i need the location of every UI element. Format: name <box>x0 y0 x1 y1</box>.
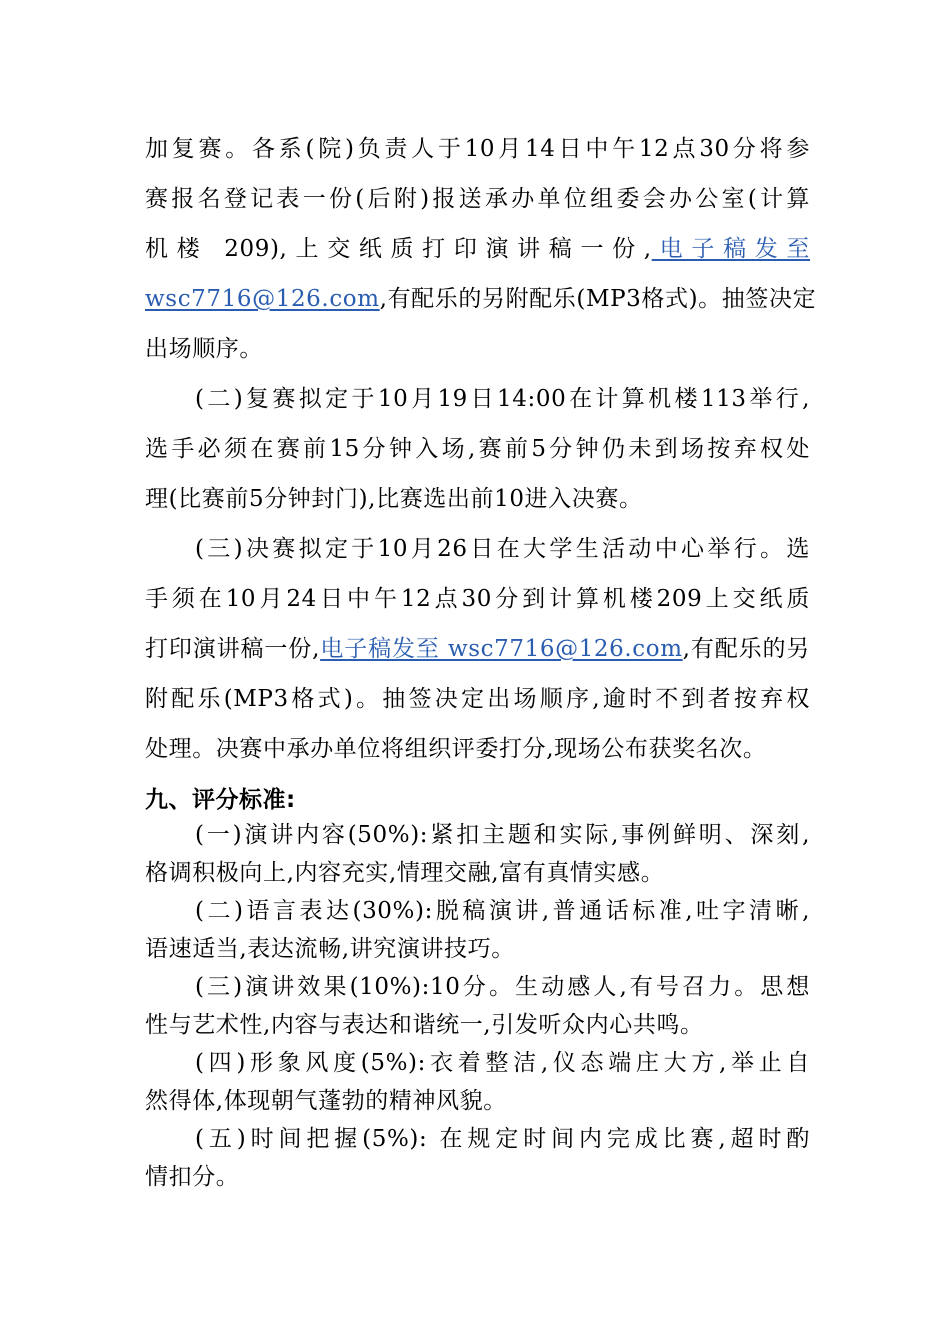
criteria-line: 情扣分。 <box>145 1164 240 1190</box>
paragraph-line: 附配乐(MP3格式)。抽签决定出场顺序,逾时不到者按弃权 <box>145 686 810 712</box>
section-heading: 九、评分标准: <box>145 787 296 813</box>
paragraph-line: (二)复赛拟定于10月19日14:00在计算机楼113举行, <box>195 386 810 412</box>
paragraph-line: (三)决赛拟定于10月26日在大学生活动中心举行。选 <box>195 536 810 562</box>
criteria-line: 格调积极向上,内容充实,情理交融,富有真情实感。 <box>145 860 665 886</box>
paragraph-line <box>145 634 810 664</box>
paragraph-line <box>145 284 817 314</box>
paragraph-line: 理(比赛前5分钟封门),比赛选出前10进入决赛。 <box>145 486 643 512</box>
paragraph-line: 选手必须在赛前15分钟入场,赛前5分钟仍未到场按弃权处 <box>145 436 810 462</box>
paragraph-line: 处理。决赛中承办单位将组织评委打分,现场公布获奖名次。 <box>145 736 767 762</box>
paragraph-line <box>145 234 810 264</box>
paragraph-line: 出场顺序。 <box>145 336 263 362</box>
email-link[interactable]: 电子稿发至 <box>651 236 810 262</box>
criteria-line: 然得体,体现朝气蓬勃的精神风貌。 <box>145 1088 507 1114</box>
criteria-line: (四)形象风度(5%):衣着整洁,仪态端庄大方,举止自 <box>195 1050 810 1076</box>
criteria-line: (三)演讲效果(10%):10分。生动感人,有号召力。思想 <box>195 974 810 1000</box>
criteria-line: (一)演讲内容(50%):紧扣主题和实际,事例鲜明、深刻, <box>195 822 810 848</box>
criteria-line: (二)语言表达(30%):脱稿演讲,普通话标准,吐字清晰, <box>195 898 810 924</box>
criteria-line: 性与艺术性,内容与表达和谐统一,引发听众内心共鸣。 <box>145 1012 704 1038</box>
paragraph-line: 手须在10月24日中午12点30分到计算机楼209上交纸质 <box>145 586 810 612</box>
criteria-line: (五)时间把握(5%): 在规定时间内完成比赛,超时酌 <box>195 1126 810 1152</box>
paragraph-line: 赛报名登记表一份(后附)报送承办单位组委会办公室(计算 <box>145 186 810 212</box>
criteria-line: 语速适当,表达流畅,讲究演讲技巧。 <box>145 936 515 962</box>
paragraph-text: ,有配乐的另附配乐(MP3格式)。抽签决定 <box>379 286 817 312</box>
email-link[interactable]: 电子稿发至 wsc7716@126.com <box>320 636 683 662</box>
paragraph-text: 机楼 209),上交纸质打印演讲稿一份, <box>145 236 652 262</box>
paragraph-text: ,有配乐的另 <box>682 636 810 662</box>
email-link[interactable]: wsc7716@126.com <box>145 286 380 312</box>
paragraph-text: 打印演讲稿一份, <box>145 636 321 662</box>
paragraph-line: 加复赛。各系(院)负责人于10月14日中午12点30分将参 <box>145 136 810 162</box>
